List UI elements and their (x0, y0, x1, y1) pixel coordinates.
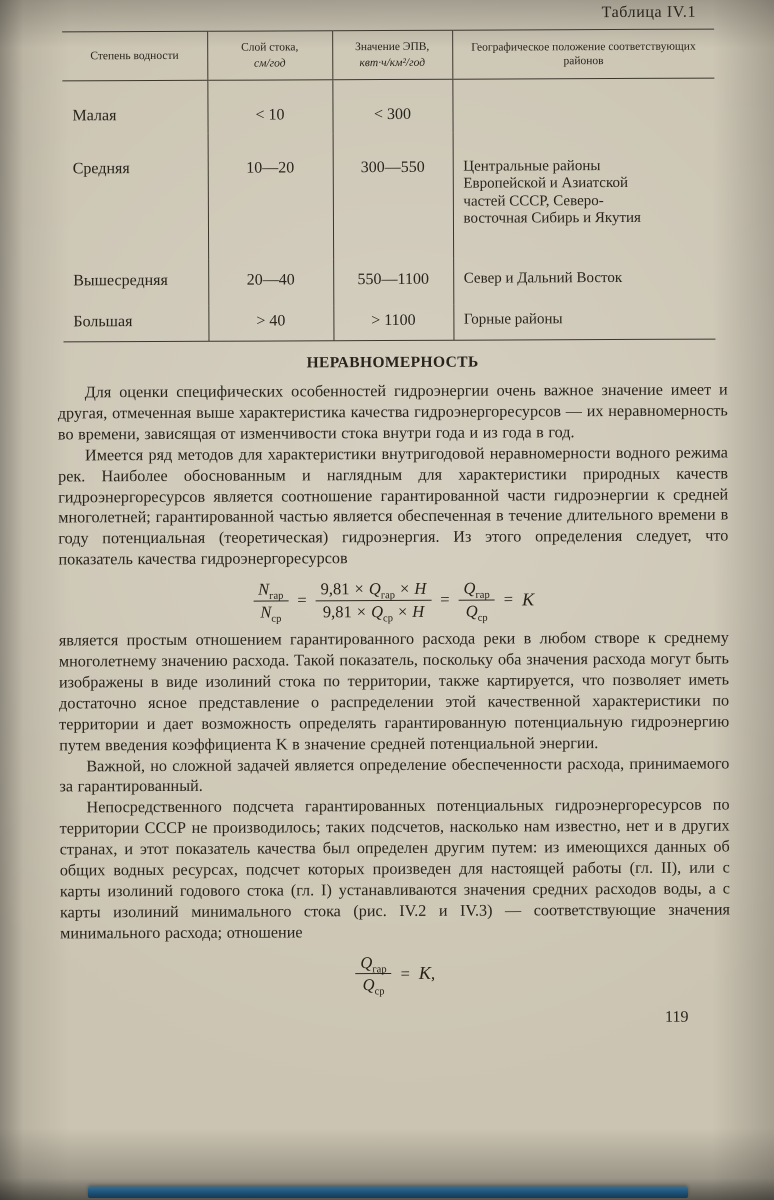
variable-h: H (412, 601, 425, 621)
cell-runoff: 10—20 (208, 133, 334, 260)
variable-q: Q (463, 578, 476, 598)
fraction-q-ratio (458, 578, 494, 622)
header-unit: см/год (253, 57, 286, 70)
variable-q: Q (465, 601, 478, 621)
equals-sign: = (400, 963, 410, 983)
cell-degree: Большая (73, 312, 133, 330)
cell-epv: 300—550 (333, 132, 454, 259)
variable-q: Q (362, 975, 375, 995)
multiply-sign: × (397, 601, 408, 621)
header-unit: квт·ч/км²/год (359, 56, 426, 70)
header-geographic-location (452, 29, 714, 79)
paragraph: Для оценки специфических особенностей гидроэнергии очень важное значение имеет и другая, отмеченная выше характеристика качества гидроэнергоресурсов — их неравномерность во времени, зависящая от изменчивости стока внутри года и из года в год. (57, 380, 728, 444)
cell-epv: 550—1100 (333, 258, 453, 305)
table-row (62, 78, 714, 134)
cell-region (452, 78, 714, 132)
variable-k: K (521, 588, 535, 610)
header-runoff-layer (207, 31, 332, 81)
section-heading: НЕРАВНОМЕРНОСТЬ (306, 353, 479, 372)
table-row (63, 303, 715, 342)
cell-degree: Средняя (72, 159, 130, 177)
paragraph: Непосредственного подсчета гарантированных потенциальных гидроэнергоресурсов по территории СССР не производилось; таких подсчетов, насколько нам известно, нет и в других странах, и этот показатель качества был определен другим путем: из имеющихся данных об общих водных ресурсах, подсчет которых произведен для настоящей работы (гл. II), или с карты изолиний годового стока (гл. I) устанавливаются значения средних расходов воды, а с карты изолиний минимального стока (рис. IV.2 и IV.3) — соответствующие значения минимального расхода; отношение (59, 795, 731, 943)
header-label: Степень водности (90, 49, 179, 63)
variable-k: K (418, 962, 431, 984)
header-label: Географическое положение соответствующих районов (471, 40, 696, 68)
table-row (63, 131, 716, 260)
numerator (316, 578, 432, 601)
subscript-sr: ср (374, 986, 385, 998)
page-number: 119 (664, 1008, 689, 1026)
cell-degree: Малая (72, 107, 117, 125)
table-row (63, 257, 715, 306)
variable-k-group (419, 963, 435, 984)
body-text (58, 380, 731, 998)
subscript-gar: гар (475, 590, 490, 602)
variable-n: N (260, 602, 272, 622)
numerator (355, 952, 391, 975)
formula-ratio (60, 950, 730, 997)
cell-runoff: 20—40 (208, 259, 333, 306)
equals-sign: = (297, 590, 307, 610)
subscript-gar: гар (372, 963, 387, 976)
cell-region: Горные районы (453, 303, 715, 340)
subscript-gar: гар (380, 590, 396, 602)
multiply-sign: × (399, 579, 410, 599)
numerator (253, 579, 288, 602)
cell-runoff: < 10 (207, 80, 332, 134)
subscript-gar: гар (269, 590, 284, 602)
paragraph: Имеется ряд методов для характеристики внутригодовой неравномерности водного режима рек. Наиболее обоснованным и наглядным для характеристики природных качеств гидроэнергоресурсов является соотношение гарантированной части гидроэнергии к средней многолетней; гарантированной частью является обеспеченная в течение длительного времени в году потенциальная (теоретическая) гидроэнергия. Из этого определения следует, что показатель качества гидроэнергоресурсов (58, 443, 729, 569)
subscript-sr: ср (271, 613, 282, 625)
cell-region: Центральные районы Европейской и Азиатской частей СССР, Северо-восточная Сибирь и Якутия (453, 131, 716, 258)
header-label: Слой стока, (241, 41, 299, 54)
denominator (318, 600, 429, 622)
multiply-sign: × (354, 579, 364, 599)
variable-q: Q (360, 952, 373, 972)
comma: , (430, 963, 436, 983)
book-edge-decoration (88, 1187, 688, 1198)
formula-main (59, 577, 729, 624)
denominator (461, 600, 493, 622)
cell-region: Север и Дальний Восток (453, 257, 715, 304)
variable-q: Q (368, 579, 381, 599)
subscript-sr: ср (383, 612, 393, 624)
coefficient: 9,81 (320, 579, 350, 599)
cell-epv: < 300 (332, 79, 452, 133)
variable-q: Q (371, 601, 384, 621)
header-water-degree (62, 31, 207, 81)
paragraph: Важной, но сложной задачей является определение обеспеченности расхода, принимаемого за гарантированный. (59, 754, 730, 796)
water-content-table (62, 29, 715, 343)
header-label: Значение ЭПВ, (355, 40, 430, 54)
coefficient: 9,81 (322, 601, 352, 621)
fraction-power (316, 578, 432, 622)
cell-degree: Вышесредняя (73, 271, 168, 289)
equals-sign: = (440, 589, 450, 609)
table-caption: Таблица IV.1 (601, 3, 697, 22)
equals-sign: = (503, 589, 514, 609)
denominator (255, 601, 286, 623)
denominator (358, 974, 390, 996)
fraction-n-ratio (253, 579, 288, 623)
cell-epv: > 1100 (333, 304, 453, 341)
numerator (458, 578, 494, 601)
table-header-row (62, 29, 714, 81)
cell-runoff: > 40 (208, 305, 333, 342)
header-epv-value (332, 30, 452, 80)
multiply-sign: × (356, 601, 367, 621)
variable-n: N (258, 579, 270, 599)
variable-h: H (414, 578, 427, 599)
paragraph: является простым отношением гарантированного расхода реки в любом створе к среднему многолетнему значению расхода. Такой показатель, поскольку оба значения расхода могут быть изображены в виде изолиний стока по территории, также картируется, что позволяет иметь достаточно ясное представление о распределении этой качественной характеристики по территории и дает возможность определять гарантированную потенциальную гидроэнергию путем введения коэффициента K в значение средней потенциальной энергии. (58, 628, 730, 755)
fraction-q-ratio (355, 952, 391, 996)
subscript-sr: ср (477, 612, 488, 624)
